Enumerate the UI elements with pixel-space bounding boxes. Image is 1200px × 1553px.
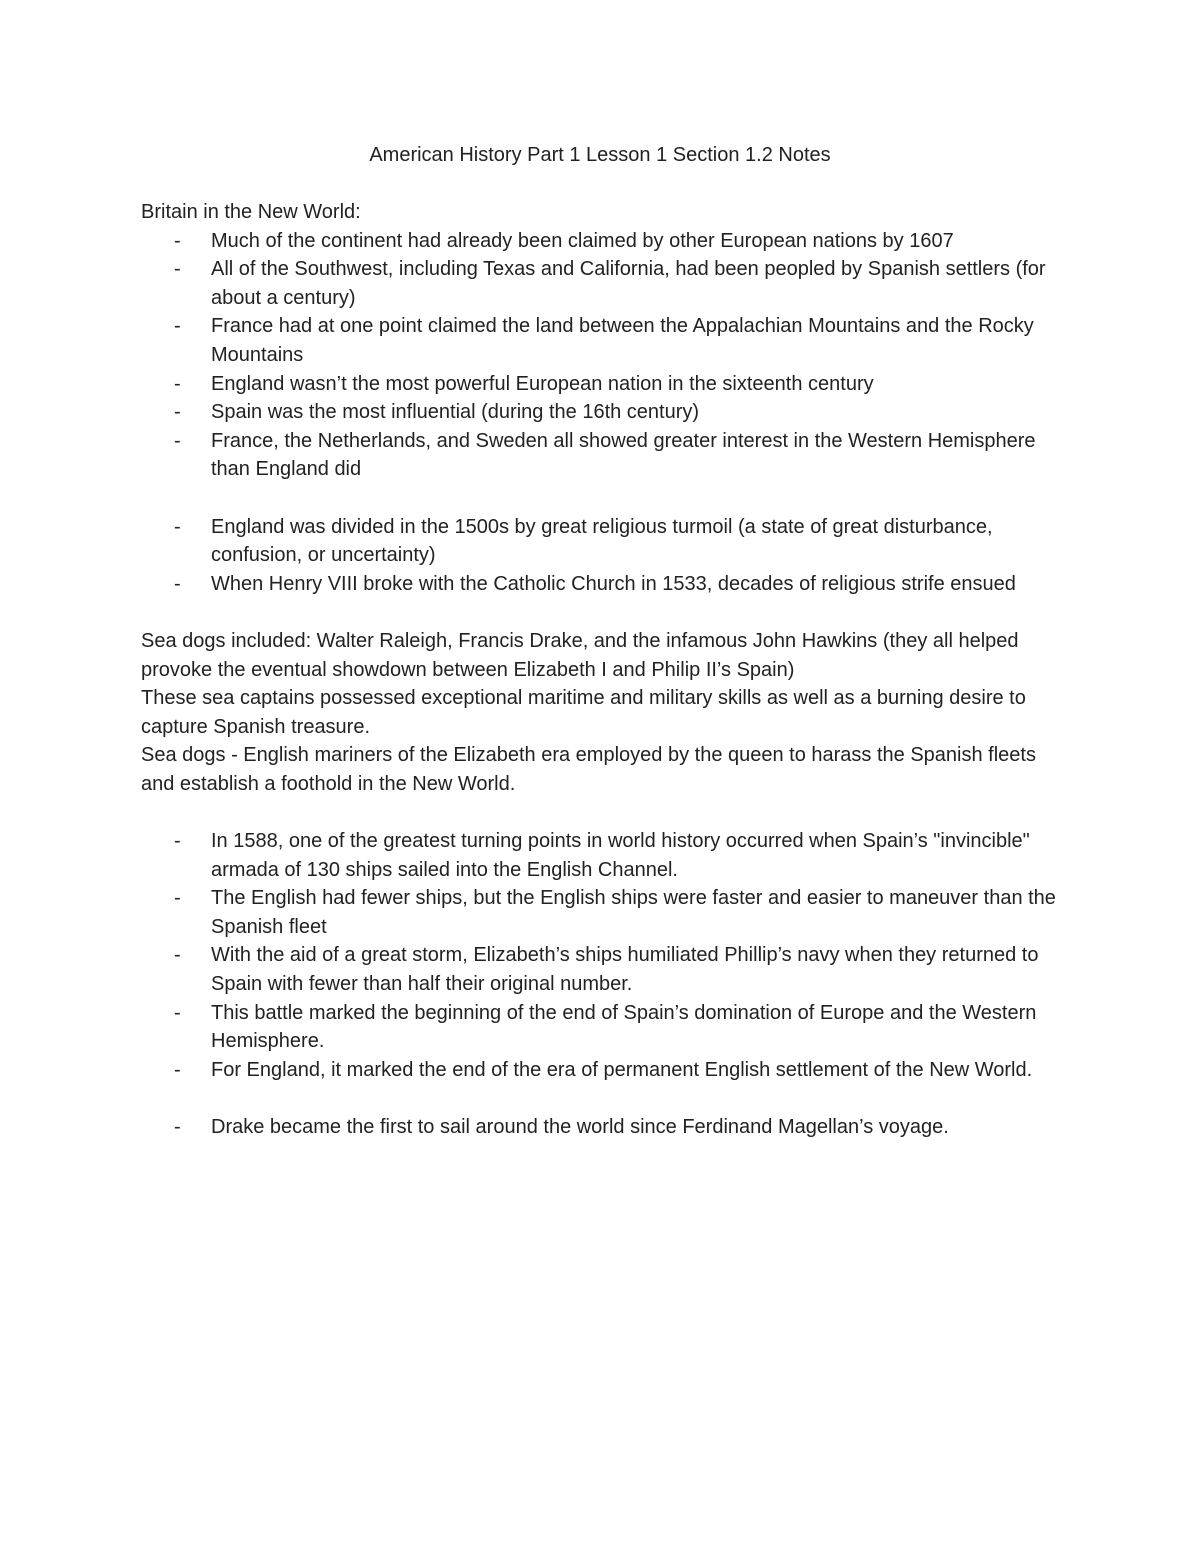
bullet-list-britain xyxy=(141,227,1071,484)
bullet-text: France had at one point claimed the land between the Appalachian Mountains and the Rocky Mountains xyxy=(211,315,1034,366)
bullet-item xyxy=(141,941,1071,998)
document-title: American History Part 1 Lesson 1 Section 1.2 Notes xyxy=(369,144,831,166)
bullet-item xyxy=(141,427,1071,484)
bullet-item xyxy=(141,227,1071,256)
bullet-text: When Henry VIII broke with the Catholic Church in 1533, decades of religious strife ensued xyxy=(211,572,1016,595)
bullet-dash: - xyxy=(174,1116,181,1138)
bullet-item xyxy=(141,398,1071,427)
bullet-dash: - xyxy=(174,258,181,281)
bullet-text: In 1588, one of the greatest turning points in world history occurred when Spain’s "invincible" armada of 130 ships sailed into the English Channel. xyxy=(211,830,1030,881)
bullet-item xyxy=(141,570,1071,599)
bullet-dash: - xyxy=(174,944,181,967)
bullet-list-armada xyxy=(141,827,1071,1084)
bullet-dash: - xyxy=(174,372,181,395)
bullet-dash: - xyxy=(174,1001,181,1024)
bullet-item xyxy=(141,255,1071,312)
bullet-dash: - xyxy=(174,429,181,452)
bullet-item xyxy=(141,312,1071,369)
bullet-text: England wasn’t the most powerful European nation in the sixteenth century xyxy=(211,372,874,395)
bullet-dash: - xyxy=(174,887,181,910)
bullet-dash: - xyxy=(174,572,181,595)
document-body xyxy=(141,198,1071,1142)
blank-line xyxy=(141,598,1071,627)
bullet-text: Spain was the most influential (during the 16th century) xyxy=(211,401,700,424)
bullet-dash: - xyxy=(174,229,181,252)
bullet-text: All of the Southwest, including Texas and California, had been peopled by Spanish settlers (for about a century) xyxy=(211,258,1046,309)
paragraph: These sea captains possessed exceptional maritime and military skills as well as a burning desire to capture Spanish treasure. xyxy=(141,687,1026,738)
bullet-item xyxy=(141,1113,1071,1142)
bullet-dash: - xyxy=(174,830,181,853)
paragraph: Sea dogs - English mariners of the Elizabeth era employed by the queen to harass the Spanish fleets and establish a foothold in the New World. xyxy=(141,744,1036,795)
bullet-text: France, the Netherlands, and Sweden all showed greater interest in the Western Hemisphere than England did xyxy=(211,429,1036,481)
blank-line xyxy=(141,1084,1071,1113)
section-heading: Britain in the New World: xyxy=(141,201,361,223)
bullet-item xyxy=(141,513,1071,570)
bullet-text: For England, it marked the end of the era of permanent English settlement of the New World. xyxy=(211,1058,1033,1081)
blank-line xyxy=(141,798,1071,827)
bullet-list-religion xyxy=(141,513,1071,599)
bullet-item xyxy=(141,999,1071,1056)
bullet-dash: - xyxy=(174,315,181,338)
bullet-text: Much of the continent had already been claimed by other European nations by 1607 xyxy=(211,229,954,252)
bullet-dash: - xyxy=(174,1058,181,1081)
bullet-item xyxy=(141,827,1071,884)
bullet-dash: - xyxy=(174,515,181,538)
paragraph: Sea dogs included: Walter Raleigh, Francis Drake, and the infamous John Hawkins (they all helped provoke the eventual showdown between Elizabeth I and Philip II’s Spain) xyxy=(141,629,1019,681)
bullet-item xyxy=(141,370,1071,399)
bullet-text: With the aid of a great storm, Elizabeth’s ships humiliated Phillip’s navy when they returned to Spain with fewer than half their original number. xyxy=(211,944,1039,996)
bullet-item xyxy=(141,884,1071,941)
bullet-text: Drake became the first to sail around the world since Ferdinand Magellan’s voyage. xyxy=(211,1116,949,1138)
blank-line xyxy=(141,484,1071,513)
bullet-text: The English had fewer ships, but the English ships were faster and easier to maneuver than the Spanish fleet xyxy=(211,887,1056,938)
bullet-list-drake xyxy=(141,1113,1071,1142)
bullet-text: England was divided in the 1500s by great religious turmoil (a state of great disturbance, confusion, or uncertainty) xyxy=(211,515,993,567)
bullet-dash: - xyxy=(174,401,181,424)
bullet-text: This battle marked the beginning of the end of Spain’s domination of Europe and the Western Hemisphere. xyxy=(211,1001,1037,1053)
bullet-item xyxy=(141,1056,1071,1085)
